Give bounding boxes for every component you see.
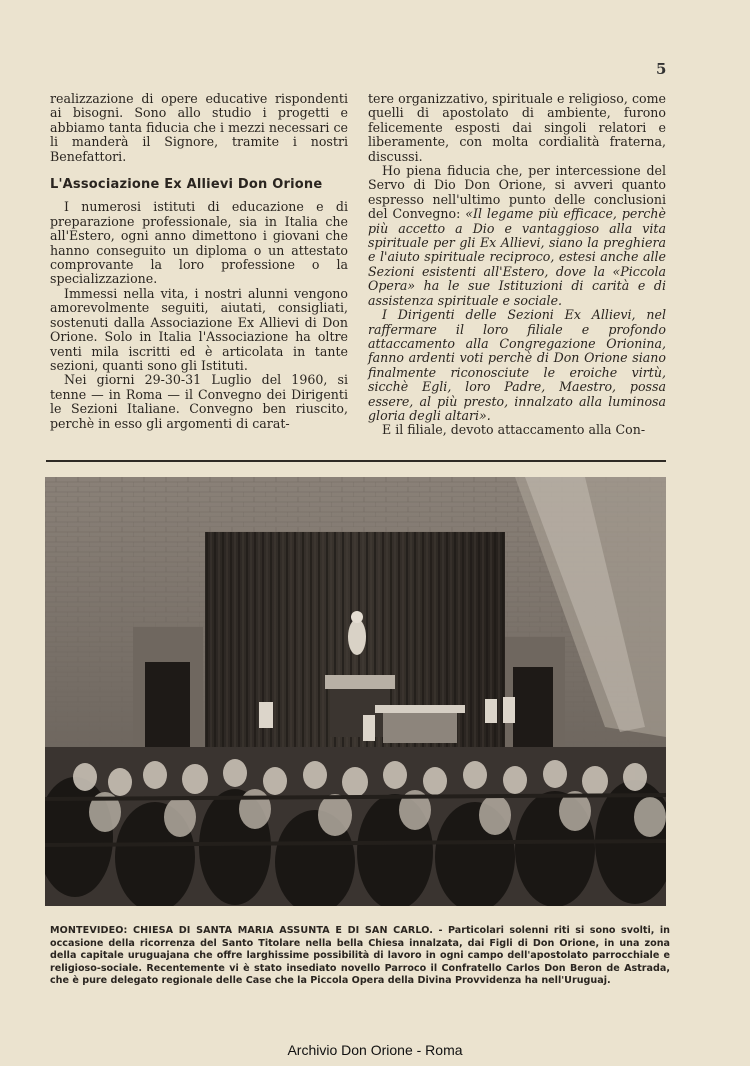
right-paragraph-4: E il filiale, devoto attaccamento alla Con- <box>382 422 646 438</box>
church-photo-image <box>45 477 666 906</box>
right-paragraph-3: I Dirigenti delle Sezioni Ex Allievi, nel raffermare il loro filiale e profondo attaccamento alla Congregazione Orionina, fanno ardenti voti perchè di Don Orione siano finalmente riconosciute le eroiche virtù, sicchè Egli, loro Padre, Maestro, possa essere, al più presto, innalzato alla luminosa gloria degli altari». <box>368 307 666 423</box>
separator-rule <box>46 460 666 462</box>
caption-title: MONTEVIDEO: CHIESA DI SANTA MARIA ASSUNTA E DI SAN CARLO. <box>50 925 433 936</box>
caption-text: - Particolari solenni riti si sono svolti, in occasione della ricorrenza del Santo Titolare nella bella Chiesa innalzata, dai Figli di Don Orione, in una zona della capitale uruguajana che offre larghissime possibilità di lavoro in ogni campo dell'apostolato parrocchiale e religioso-sociale. Recentemente vi è stato insediato novello Parroco il Confratello Carlos Don Beron de Astrada, che è pure delegato regionale delle Case che la Piccola Opera della Divina Provvidenza ha nell'Uruguaj. <box>50 925 670 986</box>
right-column <box>368 92 666 438</box>
church-photo <box>45 477 666 906</box>
photo-caption <box>50 925 670 988</box>
section-heading: L'Associazione Ex Allievi Don Orione <box>50 177 323 193</box>
right-paragraph-2-quote: «Il legame più efficace, perchè più accetto a Dio e vantaggioso alla vita spirituale per gli Ex Allievi, siano la preghiera e l'aiuto spirituale reciproco, estesi anche alle Sezioni esistenti all'Estero, dove la «Piccola Opera» ha le sue Istituzioni di carità e di assistenza spirituale e sociale. <box>368 206 666 308</box>
right-paragraph-2-intro: Ho piena fiducia che, per intercessione del Servo di Dio Don Orione, si avveri quanto espresso nell'ultimo punto delle conclusioni del Convegno: <box>368 163 666 222</box>
page-number: 5 <box>656 60 667 78</box>
left-paragraph-2: I numerosi istituti di educazione e di preparazione professionale, sia in Italia che all'Estero, ogni anno dimettono i giovani che hanno conseguito un diploma o un attestato comprovante la loro professione o la specializzazione. <box>50 199 348 287</box>
left-paragraph-3: Immessi nella vita, i nostri alunni vengono amorevolmente seguiti, aiutati, consigliati, sostenuti dalla Associazione Ex Allievi di Don Orione. Solo in Italia l'Associazione ha oltre venti mila iscritti ed è articolata in tante sezioni, quanti sono gli Istituti. <box>50 285 348 373</box>
left-paragraph-4: Nei giorni 29-30-31 Luglio del 1960, si tenne — in Roma — il Convegno dei Dirigenti le Sezioni Italiane. Convegno ben riuscito, perchè in esso gli argomenti di carat- <box>50 372 348 431</box>
left-paragraph-1: realizzazione di opere educative rispondenti ai bisogni. Sono allo studio i progetti e abbiamo tanta fiducia che i mezzi necessari ce li manderà il Signore, tramite i nostri Benefattori. <box>50 91 348 164</box>
right-paragraph-1: tere organizzativo, spirituale e religioso, come quelli di apostolato di ambiente, furono felicemente esposti dai singoli relatori e liberamente, con molta cordialità fraterna, discussi. <box>368 91 666 164</box>
right-paragraph-2 <box>368 164 666 308</box>
left-column <box>50 92 348 431</box>
archive-footer: Archivio Don Orione - Roma <box>287 1042 463 1058</box>
